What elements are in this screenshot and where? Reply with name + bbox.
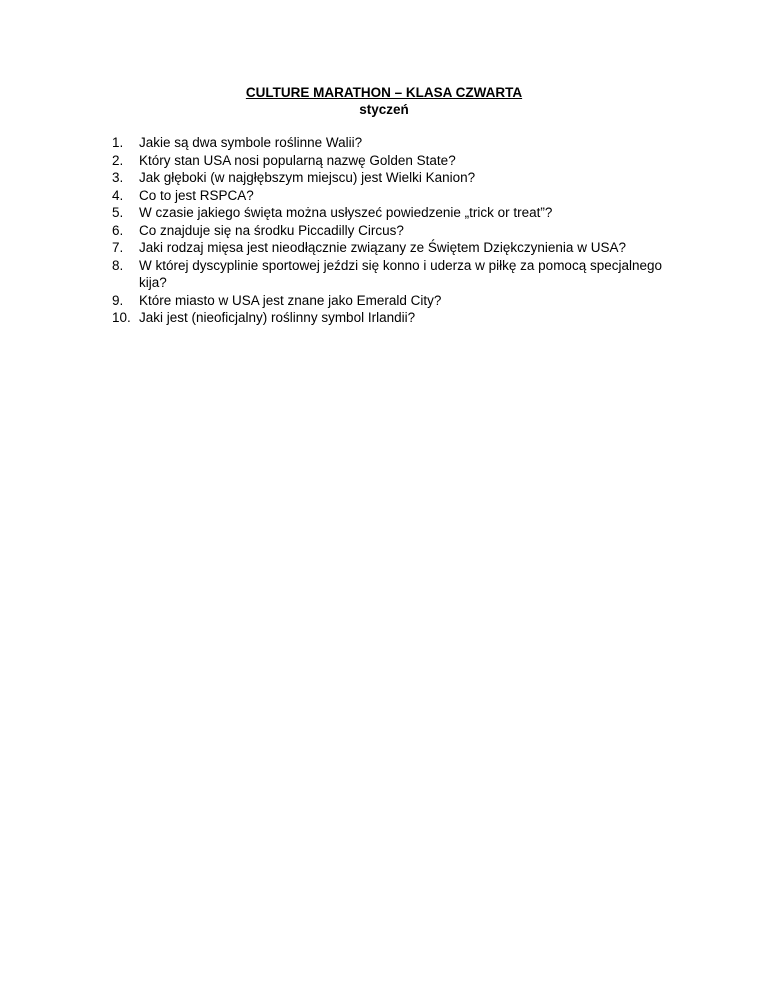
question-number: 4. [112,187,124,203]
question-text: Co to jest RSPCA? [139,187,254,203]
question-item [112,187,672,205]
question-text: W czasie jakiego święta można usłyszeć powiedzenie „trick or treat”? [139,205,553,220]
question-item [112,169,672,187]
question-number: 1. [112,135,124,150]
question-text: W której dyscyplinie sportowej jeździ się konno i uderza w piłkę za pomocą specjalnego kija? [139,257,663,290]
question-number: 3. [112,170,124,185]
question-number: 10. [112,310,131,325]
question-number: 6. [112,222,124,238]
question-text: Które miasto w USA jest znane jako Emerald City? [139,292,442,308]
question-item [112,134,672,152]
question-number: 9. [112,292,124,308]
question-number: 2. [112,152,124,168]
question-number: 5. [112,205,124,220]
question-text: Który stan USA nosi popularną nazwę Golden State? [139,152,456,168]
question-item [112,152,672,170]
question-item [112,309,672,327]
question-item [112,204,672,222]
question-text: Jak głęboki (w najgłębszym miejscu) jest Wielki Kanion? [139,170,476,185]
question-text: Jaki jest (nieoficjalny) roślinny symbol Irlandii? [139,310,416,325]
question-item [112,292,672,310]
question-item [112,239,672,257]
question-number: 7. [112,240,124,255]
document-subtitle: styczeń [359,102,409,117]
question-text: Jakie są dwa symbole roślinne Walii? [139,135,363,150]
question-text: Co znajduje się na środku Piccadilly Circus? [139,222,404,238]
question-text: Jaki rodzaj mięsa jest nieodłącznie związany ze Świętem Dziękczynienia w USA? [139,240,626,255]
question-list [112,134,672,327]
question-item [112,257,672,292]
question-item [112,222,672,240]
document-title: CULTURE MARATHON – KLASA CZWARTA [245,85,523,100]
question-number: 8. [112,257,124,273]
